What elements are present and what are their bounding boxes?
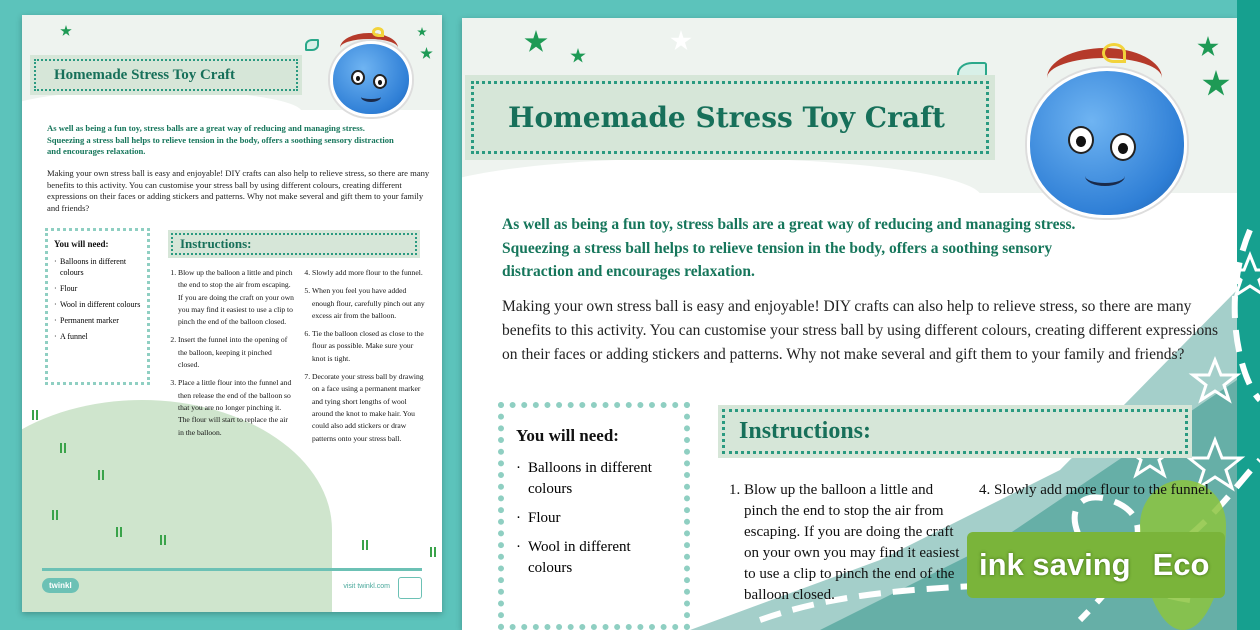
eco-logo bbox=[398, 577, 422, 599]
description-text: Making your own stress ball is easy and enjoyable! DIY crafts can also help to relieve stress, so there are many benefits to this activity. You can customise your stress ball by using different colours, creating different expressions on their faces or adding stickers and patterns. Why not make several and gift them to your family and friends? bbox=[502, 298, 1219, 363]
intro-text: As well as being a fun toy, stress balls are a great way of reducing and managing stress. Squeezing a stress ball helps to relieve tension in the body, offers a soothing sensory distraction and encourages relaxation. bbox=[502, 216, 1076, 280]
instructions-banner bbox=[168, 230, 420, 258]
material-item: · Permanent marker bbox=[54, 315, 141, 326]
description-text: Making your own stress ball is easy and enjoyable! DIY crafts can also help to relieve stress, so there are many benefits to this activity. You can customise your stress ball by using different colours, creating different expressions on their faces or adding stickers and patterns. Why not make several and gift them to your family and friends? bbox=[47, 168, 430, 213]
instruction-steps bbox=[720, 480, 960, 606]
materials-box bbox=[498, 402, 690, 630]
step: 4. Slowly add more flour to the funnel. bbox=[312, 267, 428, 279]
instructions-heading: Instructions: bbox=[722, 409, 1188, 454]
step: 4. Slowly add more flour to the funnel. bbox=[994, 480, 1232, 501]
step: 7. Decorate your stress ball by drawing on a face using a permanent marker and tying short lengths of wool around the knot to make hair. You could also add stickers or draw patterns onto your stress ball. bbox=[312, 371, 428, 445]
materials-box bbox=[45, 228, 150, 385]
material-item: · Balloons in different colours bbox=[516, 458, 672, 500]
badge-eco-label: Eco bbox=[1152, 547, 1210, 582]
footer-url[interactable]: visit twinkl.com bbox=[343, 583, 390, 590]
title-banner bbox=[465, 75, 995, 160]
material-item: · A funnel bbox=[54, 331, 141, 342]
instruction-steps bbox=[970, 480, 1232, 501]
page-title: Homemade Stress Toy Craft bbox=[54, 66, 235, 83]
materials-heading: You will need: bbox=[516, 426, 619, 445]
step: 1. Blow up the balloon a little and pinch the end to stop the air from escaping. If you are doing the craft on your own you may find it easiest to use a clip to pinch the end of the balloon closed. bbox=[744, 480, 960, 606]
badge-label: ink saving bbox=[979, 547, 1131, 582]
intro-text: As well as being a fun toy, stress balls are a great way of reducing and managing stress. Squeezing a stress ball helps to relieve tension in the body, offers a soothing sensory distraction and encourages relaxation. bbox=[47, 123, 394, 156]
step: 3. Place a little flour into the funnel and then release the end of the balloon so that you are no longer pinching it. The flour will start to replace the air in the balloon. bbox=[178, 377, 294, 438]
step: 2. Insert the funnel into the opening of the balloon, keeping it pinched closed. bbox=[178, 334, 294, 371]
ink-saving-eco-badge bbox=[967, 532, 1225, 598]
overlay-shape bbox=[1237, 0, 1260, 630]
materials-heading: You will need: bbox=[54, 239, 109, 249]
title-banner bbox=[30, 55, 302, 95]
instructions-banner bbox=[718, 405, 1192, 458]
material-item: · Flour bbox=[54, 283, 141, 294]
material-item: · Flour bbox=[516, 508, 672, 529]
step: 1. Blow up the balloon a little and pinch the end to stop the air from escaping. If you are doing the craft on your own you may find it easiest to use a clip to pinch the end of the balloon closed. bbox=[178, 267, 294, 328]
material-item: · Wool in different colours bbox=[54, 299, 141, 310]
material-item: · Wool in different colours bbox=[516, 537, 672, 579]
footer bbox=[42, 568, 422, 604]
twinkl-logo[interactable]: twinkl bbox=[42, 578, 79, 593]
page-title: Homemade Stress Toy Craft bbox=[508, 101, 945, 134]
instruction-steps bbox=[298, 267, 428, 451]
step: 6. Tie the balloon closed as close to the flour as possible. Make sure your knot is tight. bbox=[312, 328, 428, 365]
instruction-steps bbox=[164, 267, 294, 445]
instructions-heading: Instructions: bbox=[171, 233, 417, 255]
step: 5. When you feel you have added enough flour, carefully pinch out any excess air from the balloon. bbox=[312, 285, 428, 322]
material-item: · Balloons in different colours bbox=[54, 256, 141, 278]
